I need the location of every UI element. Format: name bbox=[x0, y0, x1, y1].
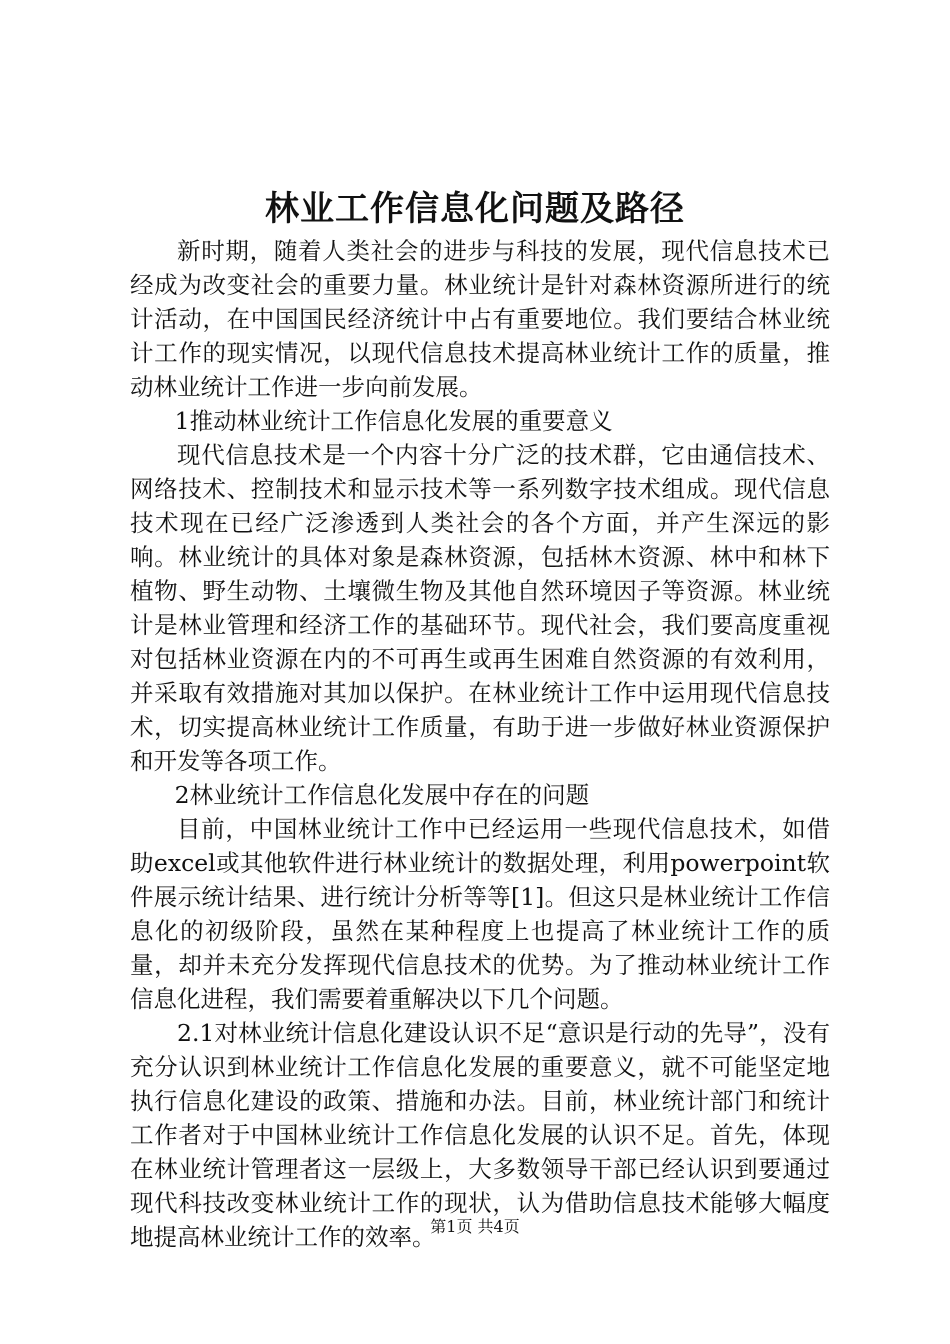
body-paragraph: 现代信息技术是一个内容十分广泛的技术群，它由通信技术、网络技术、控制技术和显示技术等一系列数字技术组成。现代信息技术现在已经广泛渗透到人类社会的各个方面，并产生深远的影响。林业统计的具体对象是森林资源，包括林木资源、林中和林下植物、野生动物、土壤微生物及其他自然环境因子等资源。林业统计是林业管理和经济工作的基础环节。现代社会，我们要高度重视对包括林业资源在内的不可再生或再生困难自然资源的有效利用，并采取有效措施对其加以保护。在林业统计工作中运用现代信息技术，切实提高林业统计工作质量，有助于进一步做好林业资源保护和开发等各项工作。 bbox=[130, 441, 830, 775]
page-number-footer: 第1页 共4页 bbox=[430, 1217, 520, 1236]
section-heading-2: 2林业统计工作信息化发展中存在的问题 bbox=[174, 781, 590, 809]
body-paragraph: 目前，中国林业统计工作中已经运用一些现代信息技术，如借助excel或其他软件进行林业统计的数据处理，利用powerpoint软件展示统计结果、进行统计分析等等[1]。但这只是林业统计工作信息化的初级阶段，虽然在某种程度上也提高了林业统计工作的质量，却并未充分发挥现代信息技术的优势。为了推动林业统计工作信息化进程，我们需要着重解决以下几个问题。 bbox=[130, 815, 830, 1013]
section-heading-1: 1推动林业统计工作信息化发展的重要意义 bbox=[174, 407, 613, 435]
document-title: 林业工作信息化问题及路径 bbox=[265, 189, 685, 229]
document-body bbox=[130, 234, 830, 1254]
subsection-paragraph-2-1: 2.1对林业统计信息化建设认识不足“意识是行动的先导”，没有充分认识到林业统计工作信息化发展的重要意义，就不可能坚定地执行信息化建设的政策、措施和办法。目前，林业统计部门和统计工作者对于中国林业统计工作信息化发展的认识不足。首先，体现在林业统计管理者这一层级上，大多数领导干部已经认识到要通过现代科技改变林业统计工作的现状，认为借助信息技术能够大幅度地提高林业统计工作的效率。 bbox=[130, 1019, 830, 1251]
intro-paragraph: 新时期，随着人类社会的进步与科技的发展，现代信息技术已经成为改变社会的重要力量。林业统计是针对森林资源所进行的统计活动，在中国国民经济统计中占有重要地位。我们要结合林业统计工作的现实情况，以现代信息技术提高林业统计工作的质量，推动林业统计工作进一步向前发展。 bbox=[130, 237, 830, 401]
